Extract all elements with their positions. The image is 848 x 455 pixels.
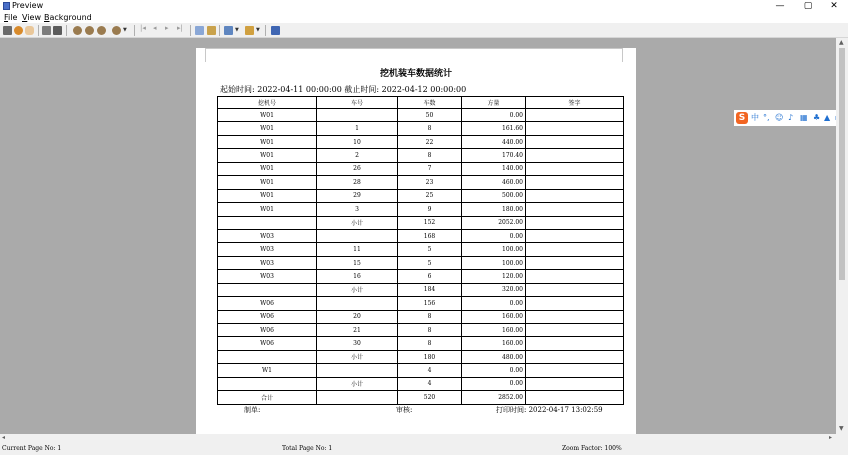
- cell-truck: 小计: [317, 283, 398, 296]
- cell-excavator: W01: [218, 109, 317, 122]
- open-icon[interactable]: [224, 26, 233, 35]
- cell-truck: [317, 297, 398, 310]
- help-icon[interactable]: [271, 26, 280, 35]
- cell-truck: 30: [317, 337, 398, 350]
- cell-truck: 21: [317, 324, 398, 337]
- report-table: [217, 96, 624, 405]
- cell-truck: 26: [317, 162, 398, 175]
- cell-count: 4: [398, 364, 462, 377]
- cell-volume: 0.00: [462, 229, 526, 242]
- toolbar-separator: [134, 25, 135, 36]
- report-body: [218, 109, 624, 405]
- cell-signature: [526, 283, 624, 296]
- cell-truck: [317, 109, 398, 122]
- last-page-icon[interactable]: ▸|: [177, 24, 183, 32]
- cell-signature: [526, 350, 624, 363]
- subtotal-row: [218, 283, 624, 296]
- punctuation-icon[interactable]: °,: [763, 113, 770, 122]
- subtotal-row: [218, 377, 624, 390]
- chevron-down-icon[interactable]: ▼: [256, 27, 260, 33]
- reviewer-label: 审核:: [396, 406, 413, 414]
- column-header-truck: 车号: [317, 97, 398, 109]
- column-header-count: 车数: [398, 97, 462, 109]
- cell-excavator: W03: [218, 256, 317, 269]
- table-header-row: [218, 97, 624, 109]
- column-header-signature: 签字: [526, 97, 624, 109]
- cell-count: 6: [398, 270, 462, 283]
- status-bar: [0, 443, 848, 455]
- toolbar-separator: [265, 25, 266, 36]
- tools-icon[interactable]: ♣: [813, 113, 821, 122]
- report-time-range: 起始时间: 2022-04-11 00:00:00 截止时间: 2022-04-12 00:00:00: [220, 85, 467, 94]
- keyboard-icon[interactable]: ▦: [800, 113, 808, 122]
- cell-volume: 480.00: [462, 350, 526, 363]
- column-header-excavator: 挖机号: [218, 97, 317, 109]
- cell-count: 5: [398, 256, 462, 269]
- cell-excavator: W01: [218, 162, 317, 175]
- cell-count: 9: [398, 203, 462, 216]
- cell-count: 152: [398, 216, 462, 229]
- cell-volume: 320.00: [462, 283, 526, 296]
- scroll-left-icon[interactable]: ◂: [2, 434, 6, 441]
- cell-excavator: W03: [218, 270, 317, 283]
- cell-excavator: [218, 283, 317, 296]
- cell-volume: 120.00: [462, 270, 526, 283]
- cell-volume: 161.60: [462, 122, 526, 135]
- prev-page-icon[interactable]: ◂: [153, 24, 157, 32]
- table-row: [218, 310, 624, 323]
- toolbar-separator: [38, 25, 39, 36]
- cell-excavator: W06: [218, 310, 317, 323]
- scroll-down-icon[interactable]: ▼: [839, 425, 844, 432]
- cell-excavator: W01: [218, 122, 317, 135]
- cell-signature: [526, 297, 624, 310]
- cell-count: 23: [398, 176, 462, 189]
- export-icon[interactable]: [207, 26, 216, 35]
- cell-volume: 160.00: [462, 337, 526, 350]
- cell-truck: [317, 391, 398, 404]
- horizontal-scrollbar[interactable]: [0, 434, 848, 443]
- table-row: [218, 270, 624, 283]
- cell-volume: 100.00: [462, 256, 526, 269]
- cell-signature: [526, 203, 624, 216]
- cell-excavator: W06: [218, 297, 317, 310]
- report-title: 挖机装车数据统计: [379, 69, 452, 79]
- table-row: [218, 135, 624, 148]
- cell-signature: [526, 256, 624, 269]
- cell-signature: [526, 229, 624, 242]
- cell-count: 184: [398, 283, 462, 296]
- cell-count: 520: [398, 391, 462, 404]
- first-page-icon[interactable]: |◂: [140, 24, 146, 32]
- cell-volume: 500.00: [462, 189, 526, 202]
- table-row: [218, 256, 624, 269]
- scroll-up-icon[interactable]: ▲: [839, 39, 844, 46]
- cell-count: 8: [398, 324, 462, 337]
- zoom-in-icon[interactable]: [85, 26, 94, 35]
- cell-volume: 160.00: [462, 310, 526, 323]
- cell-volume: 0.00: [462, 297, 526, 310]
- cell-count: 180: [398, 350, 462, 363]
- cell-truck: 28: [317, 176, 398, 189]
- cell-count: 4: [398, 377, 462, 390]
- cell-excavator: W01: [218, 176, 317, 189]
- app-icon: [3, 2, 10, 10]
- cell-signature: [526, 135, 624, 148]
- cell-count: 22: [398, 135, 462, 148]
- table-row: [218, 109, 624, 122]
- cell-signature: [526, 377, 624, 390]
- cell-excavator: [218, 377, 317, 390]
- cell-truck: 2: [317, 149, 398, 162]
- toolbar-separator: [219, 25, 220, 36]
- cell-excavator: W01: [218, 203, 317, 216]
- hand-icon[interactable]: [25, 26, 34, 35]
- cell-excavator: W06: [218, 337, 317, 350]
- cell-volume: 2052.00: [462, 216, 526, 229]
- cell-volume: 140.00: [462, 162, 526, 175]
- save-icon[interactable]: [245, 26, 254, 35]
- cell-volume: 0.00: [462, 109, 526, 122]
- cell-count: 7: [398, 162, 462, 175]
- cell-signature: [526, 149, 624, 162]
- maker-label: 制单:: [244, 406, 261, 414]
- table-row: [218, 149, 624, 162]
- cell-excavator: [218, 216, 317, 229]
- cell-volume: 170.40: [462, 149, 526, 162]
- cell-count: 8: [398, 337, 462, 350]
- ime-toolbar[interactable]: [734, 110, 846, 126]
- table-row: [218, 243, 624, 256]
- status-current-page: Current Page No: 1: [2, 445, 62, 452]
- zoom-icon[interactable]: [73, 26, 82, 35]
- chevron-down-icon[interactable]: ▼: [235, 27, 239, 33]
- cell-signature: [526, 391, 624, 404]
- zoom-out-icon[interactable]: [97, 26, 106, 35]
- cell-signature: [526, 243, 624, 256]
- toolbar-separator: [190, 25, 191, 36]
- cell-volume: 440.00: [462, 135, 526, 148]
- minimize-button[interactable]: —: [775, 1, 785, 11]
- menu-file[interactable]: File: [4, 13, 18, 22]
- table-row: [218, 297, 624, 310]
- subtotal-row: [218, 216, 624, 229]
- cell-count: 8: [398, 149, 462, 162]
- toolbar-separator: [66, 25, 67, 36]
- zoom-menu-icon[interactable]: [112, 26, 121, 35]
- cell-excavator: W03: [218, 229, 317, 242]
- cell-count: 50: [398, 109, 462, 122]
- preview-workspace[interactable]: [0, 38, 836, 434]
- cell-truck: 3: [317, 203, 398, 216]
- cell-signature: [526, 109, 624, 122]
- find-icon[interactable]: [14, 26, 23, 35]
- cell-truck: 15: [317, 256, 398, 269]
- table-row: [218, 162, 624, 175]
- page-margin-guide: [205, 48, 623, 49]
- cell-volume: 460.00: [462, 176, 526, 189]
- table-row: [218, 391, 624, 404]
- cell-excavator: W01: [218, 189, 317, 202]
- ime-logo-icon[interactable]: S: [736, 112, 748, 124]
- column-header-volume: 方量: [462, 97, 526, 109]
- ime-mode-toggle[interactable]: 中: [751, 113, 759, 122]
- vertical-scroll-thumb[interactable]: [839, 48, 845, 280]
- cell-truck: 小计: [317, 350, 398, 363]
- emoji-icon[interactable]: ☺: [775, 113, 784, 122]
- cell-volume: 0.00: [462, 377, 526, 390]
- cell-signature: [526, 162, 624, 175]
- menu-bar: [0, 12, 848, 23]
- cell-signature: [526, 310, 624, 323]
- cell-signature: [526, 189, 624, 202]
- cell-truck: 小计: [317, 377, 398, 390]
- menu-view[interactable]: View: [22, 13, 41, 22]
- report-page: [196, 48, 636, 434]
- cell-truck: 16: [317, 270, 398, 283]
- cell-truck: 11: [317, 243, 398, 256]
- cell-volume: 180.00: [462, 203, 526, 216]
- window-title: Preview: [12, 1, 44, 10]
- cell-excavator: W03: [218, 243, 317, 256]
- stop-icon[interactable]: [3, 26, 12, 35]
- page-setup-icon[interactable]: [195, 26, 204, 35]
- cell-signature: [526, 270, 624, 283]
- cell-truck: [317, 229, 398, 242]
- cell-count: 8: [398, 310, 462, 323]
- cell-truck: 1: [317, 122, 398, 135]
- cell-volume: 160.00: [462, 324, 526, 337]
- cell-excavator: [218, 350, 317, 363]
- page-margin-guide: [622, 48, 623, 62]
- chevron-down-icon[interactable]: ▼: [123, 27, 127, 33]
- cell-truck: 10: [317, 135, 398, 148]
- cell-signature: [526, 122, 624, 135]
- skin-icon[interactable]: ▲: [824, 113, 831, 122]
- cell-excavator: W01: [218, 149, 317, 162]
- cell-signature: [526, 176, 624, 189]
- next-page-icon[interactable]: ▸: [165, 24, 169, 32]
- cell-truck: [317, 364, 398, 377]
- table-row: [218, 189, 624, 202]
- print-icon[interactable]: [42, 26, 51, 35]
- page-margin-guide: [205, 48, 206, 62]
- microphone-icon[interactable]: ♪: [788, 113, 794, 122]
- cell-count: 168: [398, 229, 462, 242]
- status-total-pages: Total Page No: 1: [282, 445, 333, 452]
- cell-signature: [526, 324, 624, 337]
- cell-signature: [526, 337, 624, 350]
- cell-signature: [526, 216, 624, 229]
- cell-truck: 29: [317, 189, 398, 202]
- table-row: [218, 364, 624, 377]
- table-row: [218, 176, 624, 189]
- print-time: 打印时间: 2022-04-17 13:02:59: [496, 406, 603, 414]
- cell-volume: 2852.00: [462, 391, 526, 404]
- cell-volume: 0.00: [462, 364, 526, 377]
- cell-excavator: W1: [218, 364, 317, 377]
- menu-background[interactable]: Background: [44, 13, 92, 22]
- print-setup-icon[interactable]: [53, 26, 62, 35]
- cell-volume: 100.00: [462, 243, 526, 256]
- cell-count: 25: [398, 189, 462, 202]
- cell-count: 156: [398, 297, 462, 310]
- maximize-button[interactable]: ▢: [803, 1, 813, 11]
- cell-count: 5: [398, 243, 462, 256]
- vertical-scrollbar[interactable]: [836, 38, 848, 434]
- status-zoom-factor: Zoom Factor: 100%: [562, 445, 622, 452]
- table-row: [218, 324, 624, 337]
- cell-count: 8: [398, 122, 462, 135]
- cell-truck: 20: [317, 310, 398, 323]
- table-row: [218, 229, 624, 242]
- cell-excavator: W06: [218, 324, 317, 337]
- table-row: [218, 203, 624, 216]
- table-row: [218, 122, 624, 135]
- cell-truck: 小计: [317, 216, 398, 229]
- close-button[interactable]: ✕: [830, 1, 838, 11]
- cell-signature: [526, 364, 624, 377]
- title-bar: [0, 0, 848, 12]
- subtotal-row: [218, 350, 624, 363]
- scroll-right-icon[interactable]: ▸: [829, 434, 833, 441]
- toolbar: [0, 23, 848, 38]
- table-row: [218, 337, 624, 350]
- cell-excavator: 合计: [218, 391, 317, 404]
- cell-excavator: W01: [218, 135, 317, 148]
